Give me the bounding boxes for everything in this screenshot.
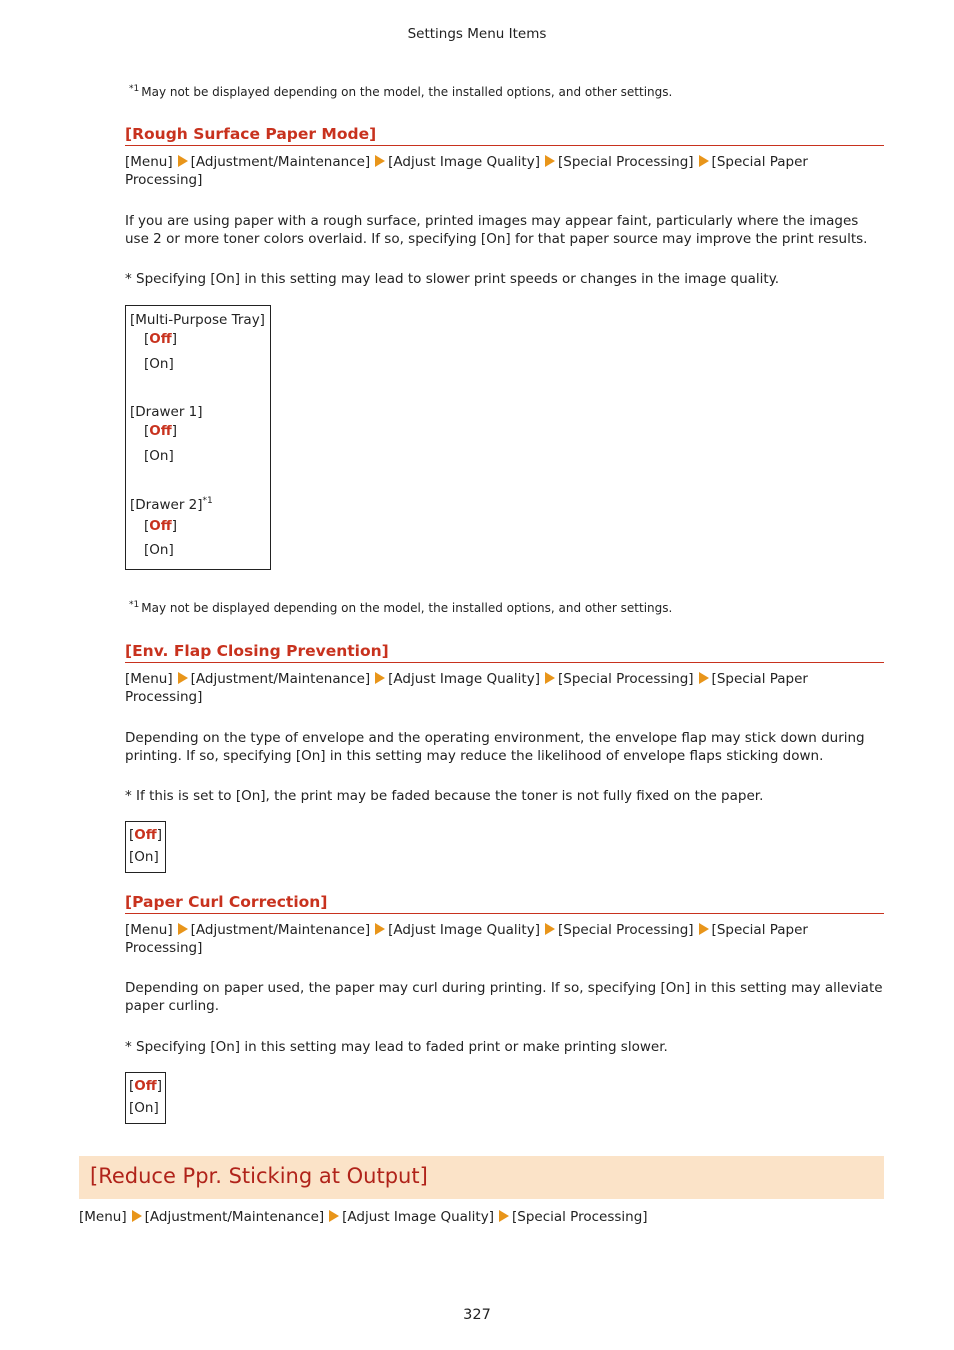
- path-menu: [Menu]: [79, 1209, 127, 1225]
- path-adjust-maint: [Adjustment/Maintenance]: [190, 671, 371, 687]
- path-special-paper-cont: Processing]: [125, 171, 203, 188]
- option-group-label: [Drawer 1]: [130, 404, 203, 420]
- page-header-title: Settings Menu Items: [407, 26, 547, 42]
- option-on: [On]: [144, 542, 174, 558]
- option-on: [On]: [129, 849, 159, 865]
- path-arrow-icon: [132, 1210, 142, 1222]
- path-menu: [Menu]: [125, 671, 173, 687]
- option-off: [Off]: [144, 518, 177, 534]
- option-off: [Off]: [129, 827, 162, 843]
- menu-path-env: [125, 671, 885, 706]
- path-special-paper: [Special Paper: [711, 671, 808, 687]
- path-menu: [Menu]: [125, 154, 173, 170]
- menu-path-curl: [125, 922, 885, 957]
- path-arrow-icon: [545, 155, 555, 167]
- path-special-processing: [Special Processing]: [511, 1209, 648, 1225]
- menu-path-reduce: [79, 1209, 839, 1227]
- description-rough: If you are using paper with a rough surface, printed images may appear faint, particularly where the images use 2 or more toner colors overlaid. If so, specifying [On] for that paper source may improve the print results.: [125, 213, 868, 247]
- path-arrow-icon: [545, 923, 555, 935]
- path-arrow-icon: [375, 155, 385, 167]
- path-arrow-icon: [178, 923, 188, 935]
- footnote-text: May not be displayed depending on the model, the installed options, and other settings.: [141, 601, 673, 615]
- menu-path-rough: [125, 154, 885, 189]
- path-adjust-maint: [Adjustment/Maintenance]: [144, 1209, 325, 1225]
- section-title-rough-surface: [Rough Surface Paper Mode]: [125, 125, 884, 146]
- option-off: [Off]: [129, 1078, 162, 1094]
- path-adjust-quality: [Adjust Image Quality]: [388, 922, 540, 938]
- option-off: [Off]: [144, 331, 177, 347]
- page-number: 327: [463, 1307, 491, 1323]
- path-adjust-quality: [Adjust Image Quality]: [388, 671, 540, 687]
- option-on: [On]: [144, 448, 174, 464]
- path-arrow-icon: [375, 923, 385, 935]
- path-arrow-icon: [545, 672, 555, 684]
- path-special-processing: [Special Processing]: [557, 154, 694, 170]
- note-env: * If this is set to [On], the print may be faded because the toner is not fully fixed on the paper.: [125, 788, 764, 804]
- path-arrow-icon: [375, 672, 385, 684]
- description-env: Depending on the type of envelope and the operating environment, the envelope flap may stick down during printing. If so, specifying [On] in this setting may reduce the likelihood of envelope flaps sticking down.: [125, 730, 865, 764]
- footnote: [129, 84, 672, 99]
- description-curl: Depending on paper used, the paper may curl during printing. If so, specifying [On] in this setting may alleviate paper curling.: [125, 980, 883, 1014]
- option-on: [On]: [129, 1100, 159, 1116]
- section-banner-reduce-sticking: [79, 1156, 884, 1199]
- banner-title: [Reduce Ppr. Sticking at Output]: [90, 1164, 428, 1188]
- section-title-paper-curl: [Paper Curl Correction]: [125, 893, 884, 914]
- option-on: [On]: [144, 356, 174, 372]
- path-adjust-maint: [Adjustment/Maintenance]: [190, 922, 371, 938]
- path-special-processing: [Special Processing]: [557, 671, 694, 687]
- path-special-paper-cont: Processing]: [125, 939, 203, 956]
- path-arrow-icon: [499, 1210, 509, 1222]
- path-adjust-quality: [Adjust Image Quality]: [388, 154, 540, 170]
- note-rough: * Specifying [On] in this setting may lead to slower print speeds or changes in the image quality.: [125, 271, 780, 287]
- options-box-curl: [125, 1072, 166, 1124]
- footnote-mark: *1: [129, 600, 140, 610]
- path-menu: [Menu]: [125, 922, 173, 938]
- section-title-env-flap: [Env. Flap Closing Prevention]: [125, 642, 884, 663]
- note-curl: * Specifying [On] in this setting may lead to faded print or make printing slower.: [125, 1039, 668, 1055]
- path-arrow-icon: [699, 923, 709, 935]
- path-arrow-icon: [329, 1210, 339, 1222]
- path-adjust-maint: [Adjustment/Maintenance]: [190, 154, 371, 170]
- path-arrow-icon: [699, 672, 709, 684]
- path-special-paper-cont: Processing]: [125, 688, 203, 705]
- path-arrow-icon: [699, 155, 709, 167]
- option-group-label: [Multi-Purpose Tray]: [130, 312, 265, 328]
- path-special-paper: [Special Paper: [711, 154, 808, 170]
- path-special-processing: [Special Processing]: [557, 922, 694, 938]
- path-special-paper: [Special Paper: [711, 922, 808, 938]
- footnote-text: May not be displayed depending on the model, the installed options, and other settings.: [141, 85, 673, 99]
- path-arrow-icon: [178, 155, 188, 167]
- footnote: [129, 600, 672, 615]
- path-arrow-icon: [178, 672, 188, 684]
- path-adjust-quality: [Adjust Image Quality]: [342, 1209, 494, 1225]
- options-box-env: [125, 821, 166, 873]
- option-group-label: [Drawer 2]$^{*1}$: [130, 496, 213, 513]
- option-off: [Off]: [144, 423, 177, 439]
- footnote-mark: *1: [129, 84, 140, 94]
- options-box-rough: [125, 305, 271, 570]
